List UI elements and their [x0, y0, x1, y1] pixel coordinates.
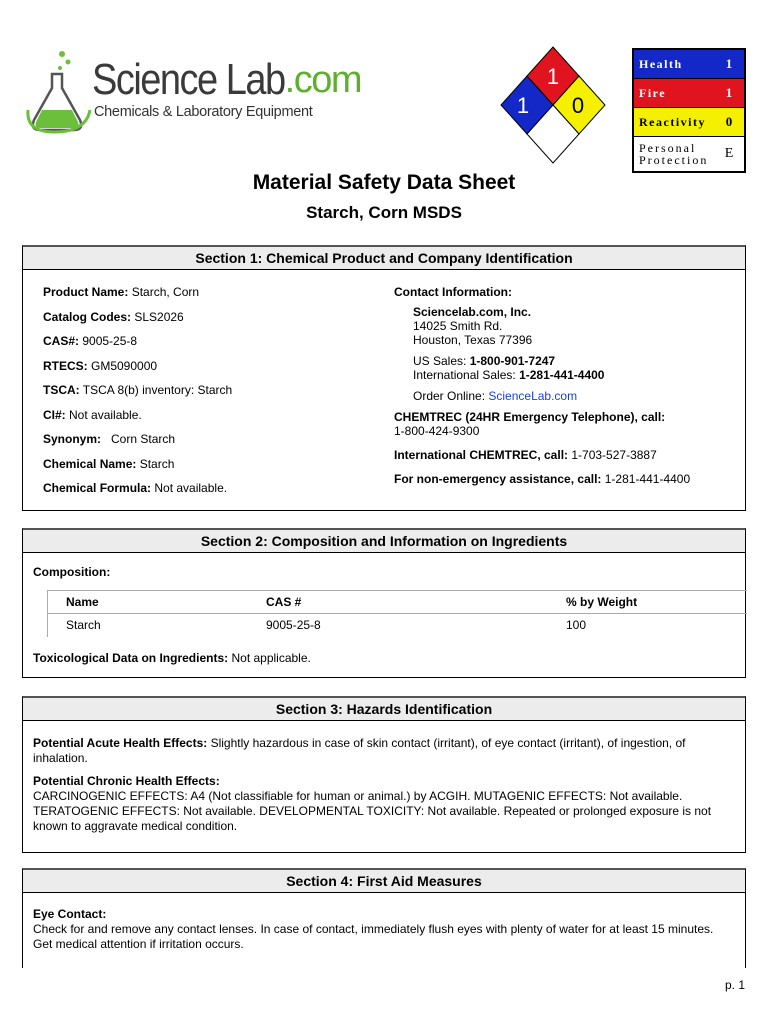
section-heading: Section 1: Chemical Product and Company Identification — [23, 247, 745, 270]
info-row: CI#: Not available. — [43, 407, 142, 422]
address-line: Houston, Texas 77396 — [413, 333, 533, 347]
hmis-health-row — [634, 50, 744, 79]
section-2 — [22, 528, 746, 678]
company-name: Sciencelab.com, Inc. — [413, 305, 532, 319]
address-line: 14025 Smith Rd. — [413, 319, 503, 333]
section-4 — [22, 868, 746, 968]
product-info — [43, 285, 383, 506]
contact-info — [394, 285, 734, 486]
section-1 — [22, 245, 746, 511]
hmis-fire-label: Fire — [639, 85, 667, 100]
composition-label: Composition: — [33, 565, 111, 579]
section-heading: Section 3: Hazards Identification — [23, 698, 745, 721]
intl-chemtrec-info: International CHEMTREC, call: 1-703-527-3887 — [394, 448, 657, 462]
document-title: Material Safety Data Sheet — [252, 171, 516, 194]
column-header: Name — [66, 595, 99, 609]
nfpa-reactivity-value: 0 — [571, 93, 585, 118]
column-header: CAS # — [266, 595, 302, 609]
nfpa-diamond — [497, 45, 609, 165]
chronic-effects-label: Potential Chronic Health Effects: — [33, 774, 220, 788]
toxicological-data: Toxicological Data on Ingredients: Not applicable. — [33, 651, 311, 665]
section-3 — [22, 696, 746, 853]
sciencelab-logo — [20, 44, 362, 136]
hmis-protection-label: Personal Protection — [639, 141, 709, 167]
composition-table — [47, 590, 747, 637]
table-header — [48, 591, 747, 614]
order-online: Order Online: ScienceLab.com — [413, 389, 578, 403]
info-row: CAS#: 9005-25-8 — [43, 334, 138, 348]
logo-tagline: Chemicals & Laboratory Equipment — [94, 104, 313, 120]
nfpa-health-value: 1 — [516, 93, 530, 118]
us-sales: US Sales: 1-800-901-7247 — [413, 354, 556, 368]
logo-wordmark: Science Lab.com — [92, 55, 362, 105]
info-row: Catalog Codes: SLS2026 — [43, 309, 184, 324]
sciencelab-link[interactable]: ScienceLab.com — [488, 389, 578, 403]
page-number: p. 1 — [724, 978, 745, 992]
flask-icon — [24, 48, 94, 134]
acute-effects: Potential Acute Health Effects: Slightly hazardous in case of skin contact (irritant), of eye contact (irritant), of ingestion, of inhalation. — [33, 736, 686, 765]
table-cell: 9005-25-8 — [266, 618, 321, 632]
hmis-protection-row — [634, 137, 744, 171]
info-row: RTECS: GM5090000 — [43, 358, 158, 373]
hmis-fire-row — [634, 79, 744, 108]
contact-label: Contact Information: — [394, 285, 512, 299]
nonemergency-info: For non-emergency assistance, call: 1-281-441-4400 — [394, 472, 691, 486]
table-cell: 100 — [566, 618, 587, 632]
section-heading: Section 2: Composition and Information on Ingredients — [23, 530, 745, 553]
table-cell: Starch — [66, 618, 101, 632]
hmis-health-label: Health — [639, 56, 683, 71]
info-row: Chemical Formula: Not available. — [43, 481, 228, 495]
info-row: TSCA: TSCA 8(b) inventory: Starch — [43, 383, 233, 397]
hmis-fire-value: 1 — [725, 85, 733, 100]
hmis-reactivity-row — [634, 108, 744, 137]
info-row: Product Name: Starch, Corn — [43, 285, 200, 299]
nfpa-fire-value: 1 — [546, 64, 560, 89]
eye-contact-label: Eye Contact: — [33, 907, 107, 921]
hmis-health-value: 1 — [725, 56, 733, 71]
chemtrec-info: CHEMTREC (24HR Emergency Telephone), call: 1-800-424-9300 — [394, 410, 666, 438]
info-row: Synonym: Corn Starch — [43, 432, 176, 446]
hmis-protection-value: E — [724, 146, 734, 161]
hmis-label-table — [632, 48, 746, 173]
column-header: % by Weight — [566, 595, 638, 609]
document-subtitle: Starch, Corn MSDS — [306, 203, 462, 222]
hmis-reactivity-value: 0 — [725, 114, 733, 129]
eye-contact-text: Check for and remove any contact lenses. In case of contact, immediately flush eyes with plenty of water for at least 15 minutes. Get medical attention if irritation occurs. — [33, 922, 714, 951]
international-sales: International Sales: 1-281-441-4400 — [413, 368, 605, 382]
table-row — [48, 614, 747, 637]
info-row: Chemical Name: Starch — [43, 456, 175, 471]
chronic-effects-text: CARCINOGENIC EFFECTS: A4 (Not classifiable for human or animal.) by ACGIH. MUTAGENIC EFFECTS: Not available. TERATOGENIC EFFECTS: Not available. DEVELOPMENTAL TOXICITY: Not available. Repeated or prolonged exposure is not known to aggravate medical condition. — [33, 789, 712, 833]
hmis-reactivity-label: Reactivity — [639, 114, 706, 129]
section-heading: Section 4: First Aid Measures — [23, 870, 745, 893]
